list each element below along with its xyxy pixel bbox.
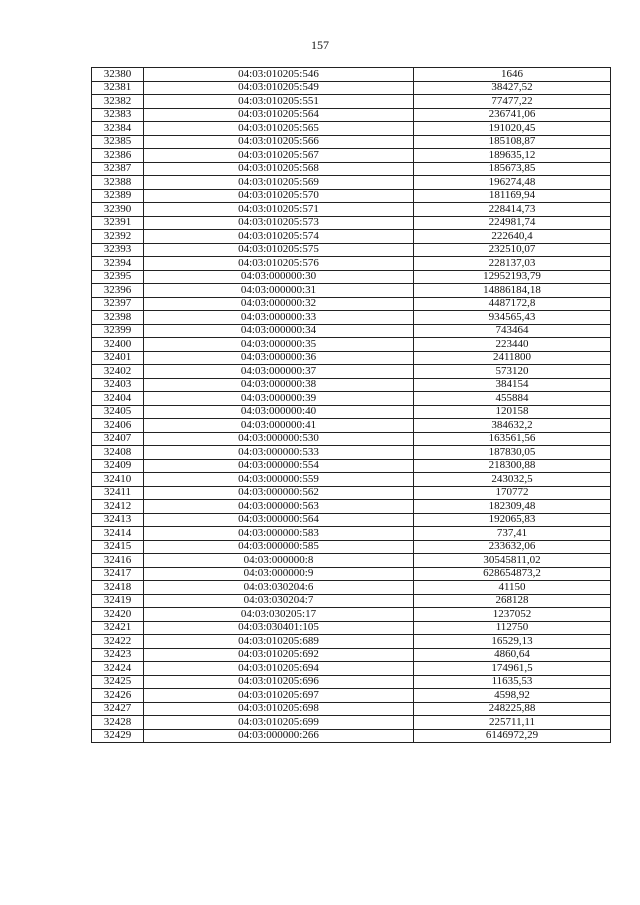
row-number-cell: 32394 xyxy=(92,257,144,271)
row-number-cell: 32391 xyxy=(92,216,144,230)
row-number-cell: 32417 xyxy=(92,567,144,581)
cadastral-number-cell: 04:03:010205:697 xyxy=(144,689,414,703)
table-row xyxy=(92,149,611,163)
table-row xyxy=(92,338,611,352)
row-number-cell: 32426 xyxy=(92,689,144,703)
cadastral-value-cell: 187830,05 xyxy=(414,446,611,460)
cadastral-value-cell: 120158 xyxy=(414,405,611,419)
cadastral-value-cell: 1646 xyxy=(414,68,611,82)
cadastral-value-cell: 384632,2 xyxy=(414,419,611,433)
table-row xyxy=(92,176,611,190)
table-row xyxy=(92,270,611,284)
cadastral-number-cell: 04:03:000000:559 xyxy=(144,473,414,487)
cadastral-number-cell: 04:03:000000:563 xyxy=(144,500,414,514)
cadastral-number-cell: 04:03:010205:549 xyxy=(144,81,414,95)
cadastral-number-cell: 04:03:010205:546 xyxy=(144,68,414,82)
cadastral-number-cell: 04:03:010205:570 xyxy=(144,189,414,203)
cadastral-number-cell: 04:03:010205:564 xyxy=(144,108,414,122)
cadastral-number-cell: 04:03:000000:562 xyxy=(144,486,414,500)
table-row xyxy=(92,243,611,257)
cadastral-value-cell: 196274,48 xyxy=(414,176,611,190)
table-row xyxy=(92,716,611,730)
row-number-cell: 32424 xyxy=(92,662,144,676)
row-number-cell: 32380 xyxy=(92,68,144,82)
row-number-cell: 32386 xyxy=(92,149,144,163)
row-number-cell: 32416 xyxy=(92,554,144,568)
row-number-cell: 32396 xyxy=(92,284,144,298)
table-row xyxy=(92,689,611,703)
cadastral-value-cell: 455884 xyxy=(414,392,611,406)
cadastral-value-cell: 737,41 xyxy=(414,527,611,541)
row-number-cell: 32420 xyxy=(92,608,144,622)
cadastral-number-cell: 04:03:000000:32 xyxy=(144,297,414,311)
cadastral-value-cell: 16529,13 xyxy=(414,635,611,649)
cadastral-number-cell: 04:03:000000:31 xyxy=(144,284,414,298)
row-number-cell: 32381 xyxy=(92,81,144,95)
cadastral-value-cell: 628654873,2 xyxy=(414,567,611,581)
row-number-cell: 32407 xyxy=(92,432,144,446)
cadastral-number-cell: 04:03:000000:40 xyxy=(144,405,414,419)
table-row xyxy=(92,378,611,392)
table-row xyxy=(92,581,611,595)
cadastral-value-cell: 233632,06 xyxy=(414,540,611,554)
cadastral-value-cell: 12952193,79 xyxy=(414,270,611,284)
cadastral-value-cell: 38427,52 xyxy=(414,81,611,95)
table-row xyxy=(92,108,611,122)
cadastral-number-cell: 04:03:010205:694 xyxy=(144,662,414,676)
table-row xyxy=(92,311,611,325)
table-row xyxy=(92,189,611,203)
cadastral-value-cell: 268128 xyxy=(414,594,611,608)
row-number-cell: 32397 xyxy=(92,297,144,311)
cadastral-value-cell: 934565,43 xyxy=(414,311,611,325)
table-row xyxy=(92,446,611,460)
cadastral-value-cell: 4487172,8 xyxy=(414,297,611,311)
cadastral-number-cell: 04:03:000000:35 xyxy=(144,338,414,352)
cadastral-number-cell: 04:03:000000:39 xyxy=(144,392,414,406)
cadastral-value-cell: 228414,73 xyxy=(414,203,611,217)
cadastral-number-cell: 04:03:000000:37 xyxy=(144,365,414,379)
table-row xyxy=(92,365,611,379)
row-number-cell: 32398 xyxy=(92,311,144,325)
cadastral-number-cell: 04:03:010205:689 xyxy=(144,635,414,649)
table-row xyxy=(92,540,611,554)
cadastral-number-cell: 04:03:000000:33 xyxy=(144,311,414,325)
table-row xyxy=(92,405,611,419)
table-row xyxy=(92,554,611,568)
cadastral-number-cell: 04:03:010205:567 xyxy=(144,149,414,163)
row-number-cell: 32423 xyxy=(92,648,144,662)
table-row xyxy=(92,432,611,446)
cadastral-number-cell: 04:03:000000:564 xyxy=(144,513,414,527)
row-number-cell: 32422 xyxy=(92,635,144,649)
cadastral-number-cell: 04:03:010205:569 xyxy=(144,176,414,190)
table-row xyxy=(92,230,611,244)
cadastral-value-cell: 182309,48 xyxy=(414,500,611,514)
cadastral-value-cell: 6146972,29 xyxy=(414,729,611,743)
row-number-cell: 32405 xyxy=(92,405,144,419)
cadastral-value-table xyxy=(91,67,611,743)
row-number-cell: 32427 xyxy=(92,702,144,716)
table-row xyxy=(92,729,611,743)
cadastral-value-cell: 223440 xyxy=(414,338,611,352)
cadastral-number-cell: 04:03:010205:565 xyxy=(144,122,414,136)
cadastral-number-cell: 04:03:010205:568 xyxy=(144,162,414,176)
table-row xyxy=(92,513,611,527)
cadastral-number-cell: 04:03:030204:7 xyxy=(144,594,414,608)
cadastral-value-cell: 112750 xyxy=(414,621,611,635)
cadastral-value-cell: 30545811,02 xyxy=(414,554,611,568)
cadastral-value-cell: 743464 xyxy=(414,324,611,338)
cadastral-value-cell: 224981,74 xyxy=(414,216,611,230)
table-row xyxy=(92,203,611,217)
cadastral-number-cell: 04:03:010205:696 xyxy=(144,675,414,689)
row-number-cell: 32382 xyxy=(92,95,144,109)
cadastral-value-cell: 41150 xyxy=(414,581,611,595)
cadastral-number-cell: 04:03:000000:38 xyxy=(144,378,414,392)
cadastral-number-cell: 04:03:030204:6 xyxy=(144,581,414,595)
cadastral-number-cell: 04:03:010205:571 xyxy=(144,203,414,217)
row-number-cell: 32413 xyxy=(92,513,144,527)
cadastral-number-cell: 04:03:000000:41 xyxy=(144,419,414,433)
row-number-cell: 32429 xyxy=(92,729,144,743)
row-number-cell: 32400 xyxy=(92,338,144,352)
cadastral-number-cell: 04:03:030401:105 xyxy=(144,621,414,635)
row-number-cell: 32415 xyxy=(92,540,144,554)
cadastral-number-cell: 04:03:010205:692 xyxy=(144,648,414,662)
row-number-cell: 32401 xyxy=(92,351,144,365)
cadastral-value-cell: 225711,11 xyxy=(414,716,611,730)
cadastral-value-cell: 248225,88 xyxy=(414,702,611,716)
cadastral-number-cell: 04:03:010205:574 xyxy=(144,230,414,244)
cadastral-number-cell: 04:03:000000:533 xyxy=(144,446,414,460)
cadastral-number-cell: 04:03:010205:551 xyxy=(144,95,414,109)
cadastral-number-cell: 04:03:010205:573 xyxy=(144,216,414,230)
row-number-cell: 32388 xyxy=(92,176,144,190)
cadastral-number-cell: 04:03:000000:583 xyxy=(144,527,414,541)
cadastral-number-cell: 04:03:010205:699 xyxy=(144,716,414,730)
row-number-cell: 32403 xyxy=(92,378,144,392)
table-row xyxy=(92,473,611,487)
table-row xyxy=(92,486,611,500)
cadastral-number-cell: 04:03:000000:9 xyxy=(144,567,414,581)
row-number-cell: 32392 xyxy=(92,230,144,244)
cadastral-number-cell: 04:03:000000:36 xyxy=(144,351,414,365)
cadastral-value-cell: 11635,53 xyxy=(414,675,611,689)
table-row xyxy=(92,702,611,716)
row-number-cell: 32409 xyxy=(92,459,144,473)
row-number-cell: 32389 xyxy=(92,189,144,203)
table-row xyxy=(92,662,611,676)
row-number-cell: 32419 xyxy=(92,594,144,608)
row-number-cell: 32406 xyxy=(92,419,144,433)
cadastral-value-cell: 163561,56 xyxy=(414,432,611,446)
table-row xyxy=(92,324,611,338)
row-number-cell: 32402 xyxy=(92,365,144,379)
table-row xyxy=(92,648,611,662)
cadastral-number-cell: 04:03:000000:585 xyxy=(144,540,414,554)
cadastral-value-cell: 181169,94 xyxy=(414,189,611,203)
cadastral-value-cell: 4598,92 xyxy=(414,689,611,703)
cadastral-value-cell: 170772 xyxy=(414,486,611,500)
cadastral-value-cell: 384154 xyxy=(414,378,611,392)
table-row xyxy=(92,500,611,514)
cadastral-value-cell: 228137,03 xyxy=(414,257,611,271)
table-row xyxy=(92,162,611,176)
cadastral-value-cell: 2411800 xyxy=(414,351,611,365)
table-row xyxy=(92,68,611,82)
table-row xyxy=(92,284,611,298)
table-row xyxy=(92,392,611,406)
cadastral-value-cell: 243032,5 xyxy=(414,473,611,487)
table-row xyxy=(92,419,611,433)
table-row xyxy=(92,297,611,311)
row-number-cell: 32421 xyxy=(92,621,144,635)
row-number-cell: 32393 xyxy=(92,243,144,257)
row-number-cell: 32411 xyxy=(92,486,144,500)
table-row xyxy=(92,567,611,581)
cadastral-value-cell: 77477,22 xyxy=(414,95,611,109)
row-number-cell: 32425 xyxy=(92,675,144,689)
table-row xyxy=(92,95,611,109)
cadastral-number-cell: 04:03:000000:530 xyxy=(144,432,414,446)
row-number-cell: 32399 xyxy=(92,324,144,338)
row-number-cell: 32390 xyxy=(92,203,144,217)
table-row xyxy=(92,527,611,541)
row-number-cell: 32412 xyxy=(92,500,144,514)
cadastral-number-cell: 04:03:000000:266 xyxy=(144,729,414,743)
cadastral-number-cell: 04:03:010205:566 xyxy=(144,135,414,149)
row-number-cell: 32404 xyxy=(92,392,144,406)
cadastral-value-cell: 185673,85 xyxy=(414,162,611,176)
table-row xyxy=(92,675,611,689)
cadastral-value-cell: 185108,87 xyxy=(414,135,611,149)
cadastral-number-cell: 04:03:010205:576 xyxy=(144,257,414,271)
cadastral-value-cell: 14886184,18 xyxy=(414,284,611,298)
row-number-cell: 32428 xyxy=(92,716,144,730)
cadastral-value-cell: 222640,4 xyxy=(414,230,611,244)
row-number-cell: 32418 xyxy=(92,581,144,595)
cadastral-number-cell: 04:03:010205:575 xyxy=(144,243,414,257)
cadastral-value-cell: 191020,45 xyxy=(414,122,611,136)
cadastral-number-cell: 04:03:000000:8 xyxy=(144,554,414,568)
cadastral-value-cell: 236741,06 xyxy=(414,108,611,122)
row-number-cell: 32387 xyxy=(92,162,144,176)
page-number: 157 xyxy=(311,38,329,52)
row-number-cell: 32414 xyxy=(92,527,144,541)
table-row xyxy=(92,122,611,136)
table-row xyxy=(92,621,611,635)
cadastral-value-cell: 218300,88 xyxy=(414,459,611,473)
row-number-cell: 32384 xyxy=(92,122,144,136)
table-row xyxy=(92,257,611,271)
table-row xyxy=(92,594,611,608)
cadastral-value-cell: 192065,83 xyxy=(414,513,611,527)
table-row xyxy=(92,351,611,365)
cadastral-value-cell: 573120 xyxy=(414,365,611,379)
table-row xyxy=(92,608,611,622)
table-row xyxy=(92,216,611,230)
cadastral-value-cell: 189635,12 xyxy=(414,149,611,163)
row-number-cell: 32385 xyxy=(92,135,144,149)
cadastral-number-cell: 04:03:000000:30 xyxy=(144,270,414,284)
cadastral-number-cell: 04:03:030205:17 xyxy=(144,608,414,622)
row-number-cell: 32408 xyxy=(92,446,144,460)
cadastral-value-cell: 1237052 xyxy=(414,608,611,622)
cadastral-number-cell: 04:03:000000:554 xyxy=(144,459,414,473)
table-row xyxy=(92,81,611,95)
table-row xyxy=(92,135,611,149)
cadastral-value-cell: 232510,07 xyxy=(414,243,611,257)
row-number-cell: 32395 xyxy=(92,270,144,284)
row-number-cell: 32410 xyxy=(92,473,144,487)
table-row xyxy=(92,635,611,649)
table-body xyxy=(92,68,611,743)
table-row xyxy=(92,459,611,473)
cadastral-value-cell: 4860,64 xyxy=(414,648,611,662)
cadastral-number-cell: 04:03:010205:698 xyxy=(144,702,414,716)
cadastral-number-cell: 04:03:000000:34 xyxy=(144,324,414,338)
row-number-cell: 32383 xyxy=(92,108,144,122)
cadastral-value-cell: 174961,5 xyxy=(414,662,611,676)
